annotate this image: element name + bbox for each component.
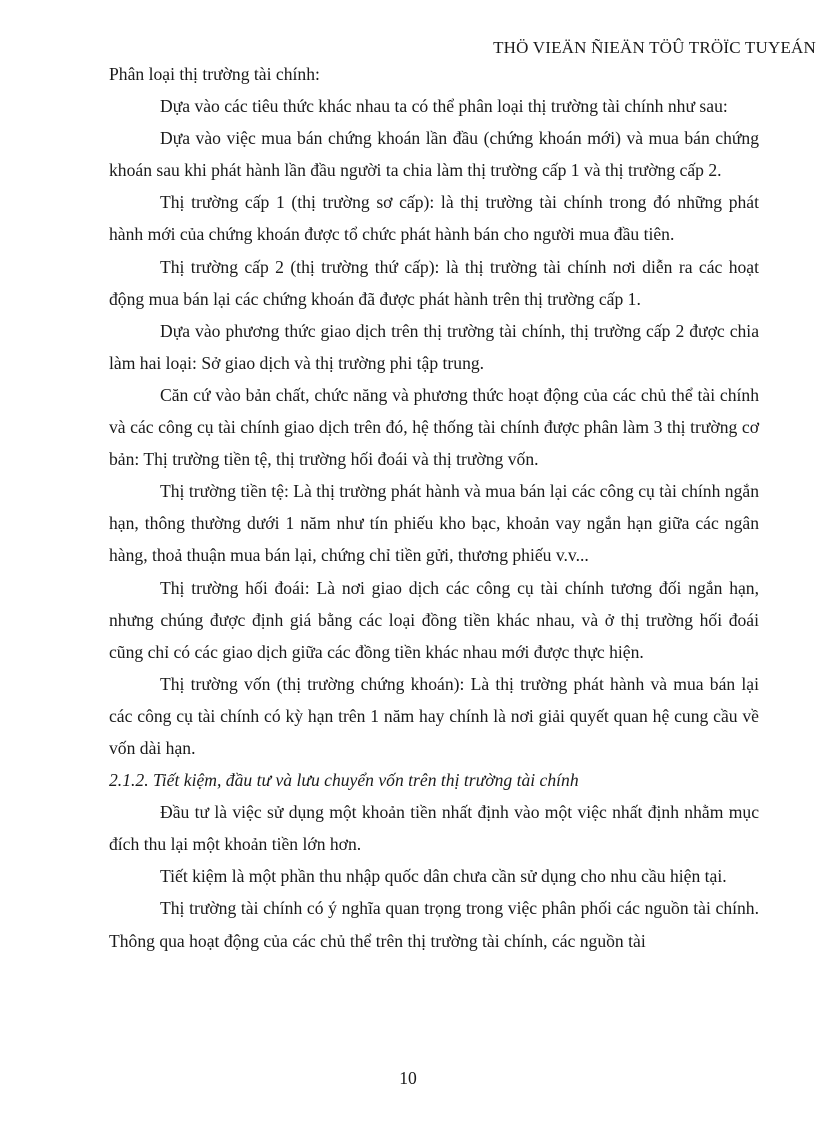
document-body <box>109 58 759 957</box>
paragraph: Thị trường cấp 2 (thị trường thứ cấp): là thị trường tài chính nơi diễn ra các hoạt động mua bán lại các chứng khoán đã được phát hành trên thị trường cấp 1. <box>109 256 759 309</box>
paragraph: Đầu tư là việc sử dụng một khoản tiền nhất định vào một việc nhất định nhằm mục đích thu lại một khoản tiền lớn hơn. <box>109 802 759 855</box>
paragraph: Thị trường tiền tệ: Là thị trường phát hành và mua bán lại các công cụ tài chính ngắn hạn, thông thường dưới 1 năm như tín phiếu kho bạc, khoản vay ngắn hạn giữa các ngân hàng, thoả thuận mua bán lại, chứng chỉ tiền gửi, thương phiếu v.v... <box>109 481 759 566</box>
paragraph: Dựa vào việc mua bán chứng khoán lần đầu (chứng khoán mới) và mua bán chứng khoán sau khi phát hành lần đầu người ta chia làm thị trường cấp 1 và thị trường cấp 2. <box>109 128 759 181</box>
paragraph: Tiết kiệm là một phần thu nhập quốc dân chưa cần sử dụng cho nhu cầu hiện tại. <box>160 866 727 887</box>
paragraph: Thị trường cấp 1 (thị trường sơ cấp): là thị trường tài chính trong đó những phát hành mới của chứng khoán được tổ chức phát hành bán cho người mua đầu tiên. <box>109 192 759 245</box>
paragraph: Dựa vào các tiêu thức khác nhau ta có thể phân loại thị trường tài chính như sau: <box>160 96 728 117</box>
paragraph: Thị trường tài chính có ý nghĩa quan trọng trong việc phân phối các nguồn tài chính. Thông qua hoạt động của các chủ thể trên thị trường tài chính, các nguồn tài <box>109 898 759 951</box>
library-header: THÖ VIEÄN ÑIEÄN TÖÛ TRÖÏC TUYEÁN <box>493 38 816 57</box>
page-number: 10 <box>399 1068 417 1088</box>
paragraph: Căn cứ vào bản chất, chức năng và phương thức hoạt động của các chủ thể tài chính và các công cụ tài chính giao dịch trên đó, hệ thống tài chính được phân làm 3 thị trường cơ bản: Thị trường tiền tệ, thị trường hối đoái và thị trường vốn. <box>109 384 759 470</box>
paragraph: Dựa vào phương thức giao dịch trên thị trường tài chính, thị trường cấp 2 được chia làm hai loại: Sở giao dịch và thị trường phi tập trung. <box>109 320 759 373</box>
paragraph: Thị trường hối đoái: Là nơi giao dịch các công cụ tài chính tương đối ngắn hạn, nhưng chúng được định giá bằng các loại đồng tiền khác nhau, và ở thị trường hối đoái cũng chỉ có các giao dịch giữa các đồng tiền khác nhau mới được thực hiện. <box>109 577 759 662</box>
subsection-heading: 2.1.2. Tiết kiệm, đầu tư và lưu chuyển vốn trên thị trường tài chính <box>109 770 579 791</box>
section-title: Phân loại thị trường tài chính: <box>109 64 320 84</box>
paragraph: Thị trường vốn (thị trường chứng khoán): Là thị trường phát hành và mua bán lại các công cụ tài chính có kỳ hạn trên 1 năm hay chính là nơi giải quyết quan hệ cung cầu về vốn dài hạn. <box>109 673 759 758</box>
